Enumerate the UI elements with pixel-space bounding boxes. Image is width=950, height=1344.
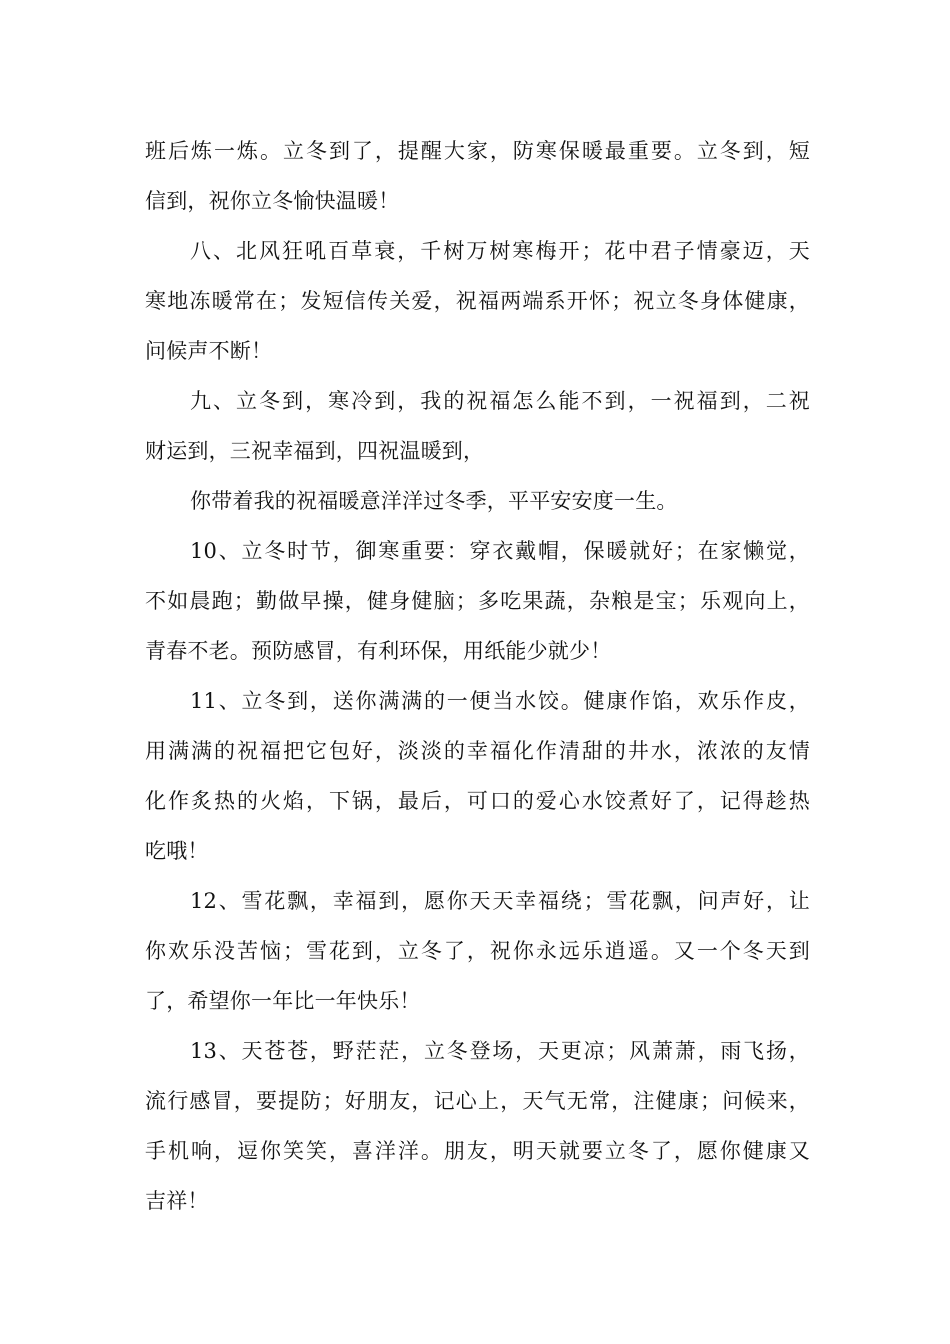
text-line-5: 问候声不断！ [145,339,273,363]
text-line-14: 化作炙热的火焰，下锅，最后，可口的爱心水饺煮好了，记得趁热 [145,789,810,813]
text-line-1: 班后炼一炼。立冬到了，提醒大家，防寒保暖最重要。立冬到，短 [145,139,810,163]
text-line-4: 寒地冻暖常在；发短信传关爱，祝福两端系开怀；祝立冬身体健康， [145,289,810,313]
text-line-17: 你欢乐没苦恼；雪花到，立冬了，祝你永远乐逍遥。又一个冬天到 [145,939,810,963]
text-line-6: 九、立冬到，寒冷到，我的祝福怎么能不到，一祝福到，二祝 [190,389,810,413]
text-line-2: 信到，祝你立冬愉快温暖！ [145,189,400,213]
text-line-9: 10、立冬时节，御寒重要：穿衣戴帽，保暖就好；在家懒觉， [190,539,810,563]
text-line-15: 吃哦！ [145,839,209,863]
text-line-21: 手机响，逗你笑笑，喜洋洋。朋友，明天就要立冬了，愿你健康又 [145,1139,810,1163]
text-line-20: 流行感冒，要提防；好朋友，记心上，天气无常，注健康；问候来， [145,1089,810,1113]
text-line-16: 12、雪花飘，幸福到，愿你天天幸福绕；雪花飘，问声好，让 [190,889,810,913]
text-line-7: 财运到，三祝幸福到，四祝温暖到， [145,439,485,463]
text-line-10: 不如晨跑；勤做早操，健身健脑；多吃果蔬，杂粮是宝；乐观向上， [145,589,810,613]
text-line-12: 11、立冬到，送你满满的一便当水饺。健康作馅，欢乐作皮， [190,689,810,713]
text-line-13: 用满满的祝福把它包好，淡淡的幸福化作清甜的井水，浓浓的友情 [145,739,810,763]
text-line-3: 八、北风狂吼百草衰，千树万树寒梅开；花中君子情豪迈，天 [190,239,810,263]
text-line-22: 吉祥！ [145,1189,209,1213]
text-line-8: 你带着我的祝福暖意洋洋过冬季，平平安安度一生。 [190,489,678,513]
text-line-11: 青春不老。预防感冒，有利环保，用纸能少就少！ [145,639,612,663]
text-line-18: 了，希望你一年比一年快乐！ [145,989,421,1013]
text-line-19: 13、天苍苍，野茫茫，立冬登场，天更凉；风萧萧，雨飞扬， [190,1039,810,1063]
